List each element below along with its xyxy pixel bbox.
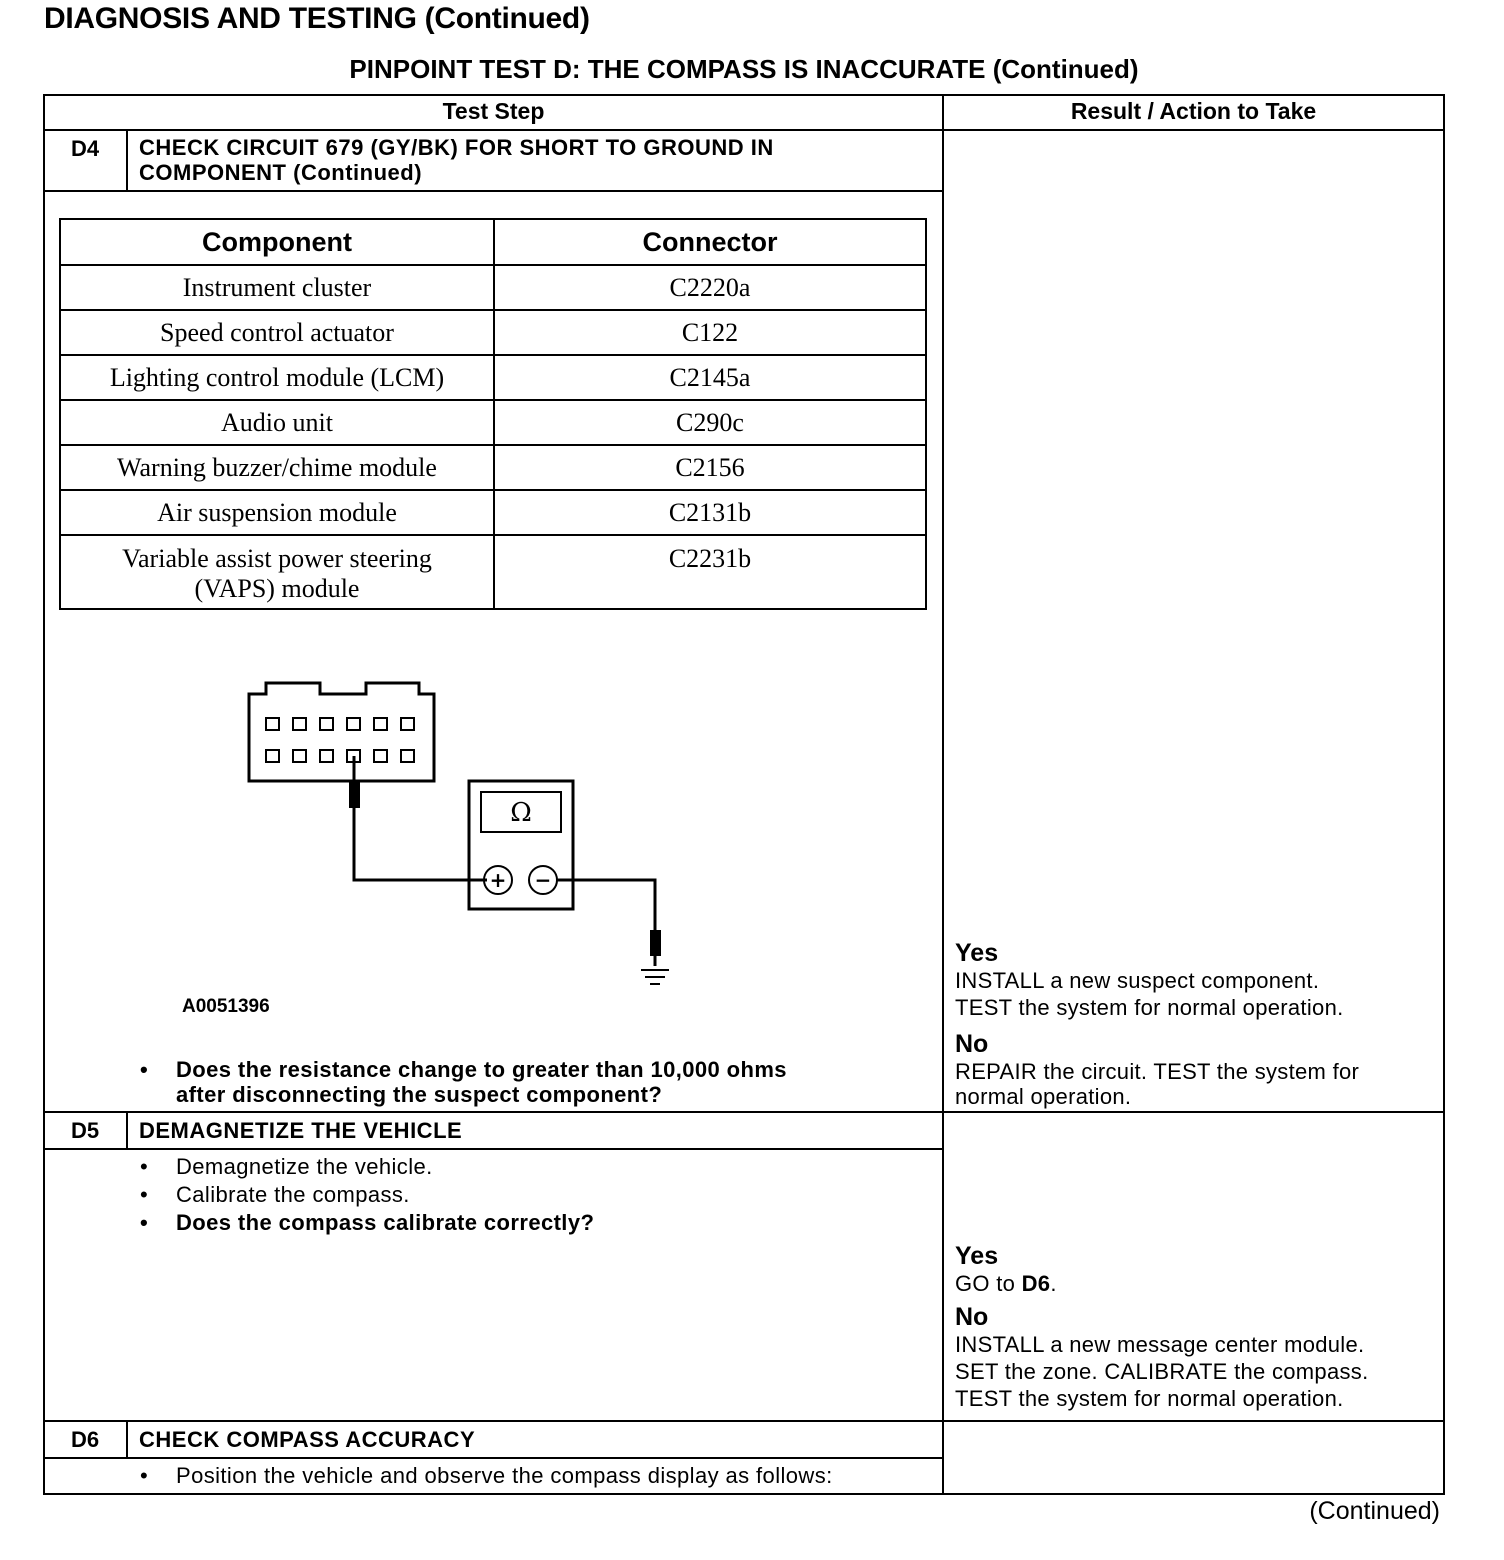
- ohmmeter-test-diagram: [230, 670, 690, 990]
- figure-label: A0051396: [182, 996, 270, 1017]
- table-border-left: [43, 94, 45, 1495]
- d5-yes-prefix: GO to: [955, 1271, 1022, 1296]
- table-border-top: [43, 94, 1445, 96]
- page-title: DIAGNOSIS AND TESTING (Continued): [44, 2, 590, 35]
- table-row: [60, 445, 926, 490]
- probe-tip-positive: [349, 782, 360, 808]
- probe-lead-positive: [354, 756, 487, 880]
- bullet-dot: •: [140, 1057, 149, 1082]
- d4-title-underline: [43, 190, 943, 192]
- component-cell: Warning buzzer/chime module: [60, 445, 494, 490]
- column-header-result-action: Result / Action to Take: [1070, 98, 1317, 124]
- d4-d5-divider: [43, 1111, 1445, 1113]
- d4-result: [955, 939, 1359, 1109]
- d4-yes-line1: INSTALL a new suspect component.: [955, 968, 1320, 993]
- d5-bullet-2: Calibrate the compass.: [176, 1182, 410, 1207]
- list-item: [140, 1209, 595, 1237]
- connector-cell: C122: [494, 310, 926, 355]
- ohm-symbol: Ω: [510, 798, 532, 828]
- component-cell: Lighting control module (LCM): [60, 355, 494, 400]
- d5-no-line3: TEST the system for normal operation.: [955, 1386, 1344, 1411]
- component-cell-line2: (VAPS) module: [194, 574, 360, 603]
- header-component: Component: [60, 219, 494, 265]
- ground-symbol: [641, 970, 669, 984]
- table-row: [60, 400, 926, 445]
- component-cell: Air suspension module: [60, 490, 494, 535]
- table-header-row: [60, 219, 926, 265]
- connector-cell: C2131b: [494, 490, 926, 535]
- d6-title-underline: [43, 1457, 943, 1459]
- d5-bullet-1: Demagnetize the vehicle.: [176, 1154, 433, 1179]
- table-row: [60, 355, 926, 400]
- pinpoint-test-title: PINPOINT TEST D: THE COMPASS IS INACCURATE (Continued): [349, 54, 1139, 84]
- table-header-divider: [43, 129, 1445, 131]
- d4-yes-line2: TEST the system for normal operation.: [955, 995, 1344, 1020]
- table-border-right: [1443, 94, 1445, 1495]
- step-id-d4: D4: [70, 136, 100, 161]
- connector-cell: C290c: [494, 400, 926, 445]
- step-title-d5: DEMAGNETIZE THE VEHICLE: [139, 1118, 463, 1143]
- table-row: [60, 535, 926, 609]
- d4-no-label: No: [955, 1030, 989, 1058]
- plus-symbol: +: [489, 868, 507, 892]
- d4-question: [140, 1057, 787, 1107]
- list-item: [140, 1462, 833, 1490]
- step-id-d5: D5: [70, 1118, 100, 1143]
- list-item: [140, 1181, 594, 1209]
- d5-yes-suffix: .: [1050, 1271, 1057, 1296]
- d5-yes-text: [955, 1270, 1369, 1297]
- component-cell: [60, 535, 494, 609]
- component-connector-table: [59, 218, 927, 610]
- d6-steps: [140, 1462, 833, 1490]
- connector-outline: [249, 683, 434, 781]
- d5-d6-divider: [43, 1420, 1445, 1422]
- component-cell-line1: Variable assist power steering: [122, 544, 432, 573]
- list-item: [140, 1153, 594, 1181]
- d5-title-underline: [43, 1148, 943, 1150]
- step-title-d4: [139, 135, 774, 185]
- minus-symbol: −: [534, 868, 552, 892]
- step-title-d4-line2: COMPONENT (Continued): [139, 160, 423, 185]
- probe-tip-negative: [650, 930, 661, 956]
- header-connector: Connector: [494, 219, 926, 265]
- bullet-dot: •: [140, 1182, 149, 1207]
- step-title-d6: CHECK COMPASS ACCURACY: [139, 1427, 476, 1452]
- d5-yes-label: Yes: [955, 1242, 999, 1270]
- step-title-d4-line1: CHECK CIRCUIT 679 (GY/BK) FOR SHORT TO GROUND IN: [139, 135, 774, 160]
- table-row: [60, 265, 926, 310]
- d4-question-line2: after disconnecting the suspect component?: [176, 1082, 663, 1107]
- d5-no-line2: SET the zone. CALIBRATE the compass.: [955, 1359, 1369, 1384]
- bullet-dot: •: [140, 1154, 149, 1179]
- d5-no-line1: INSTALL a new message center module.: [955, 1332, 1365, 1357]
- column-header-test-step: Test Step: [442, 98, 545, 124]
- d4-yes-label: Yes: [955, 939, 999, 967]
- table-row: [60, 490, 926, 535]
- d5-yes-target: D6: [1021, 1271, 1051, 1296]
- connector-cell: C2231b: [494, 535, 926, 609]
- d5-question: Does the compass calibrate correctly?: [176, 1210, 595, 1235]
- d4-no-line1: REPAIR the circuit. TEST the system for: [955, 1059, 1360, 1084]
- table-column-divider: [942, 94, 944, 1495]
- d5-result: [955, 1242, 1369, 1412]
- connector-cell: C2145a: [494, 355, 926, 400]
- d4-question-line1: Does the resistance change to greater than 10,000 ohms: [176, 1057, 787, 1082]
- d5-no-label: No: [955, 1303, 989, 1331]
- bullet-dot: •: [140, 1463, 149, 1488]
- connector-cell: C2156: [494, 445, 926, 490]
- table-border-bottom: [43, 1493, 1445, 1495]
- d5-steps: [140, 1153, 595, 1237]
- continued-note: (Continued): [1309, 1497, 1440, 1525]
- connector-cell: C2220a: [494, 265, 926, 310]
- bullet-dot: •: [140, 1210, 149, 1235]
- d6-bullet-1: Position the vehicle and observe the compass display as follows:: [176, 1463, 833, 1488]
- component-cell: Speed control actuator: [60, 310, 494, 355]
- connector-pins: [266, 718, 414, 762]
- component-cell: Instrument cluster: [60, 265, 494, 310]
- step-id-d6: D6: [70, 1427, 100, 1452]
- component-cell: Audio unit: [60, 400, 494, 445]
- table-row: [60, 310, 926, 355]
- d4-no-line2: normal operation.: [955, 1084, 1132, 1109]
